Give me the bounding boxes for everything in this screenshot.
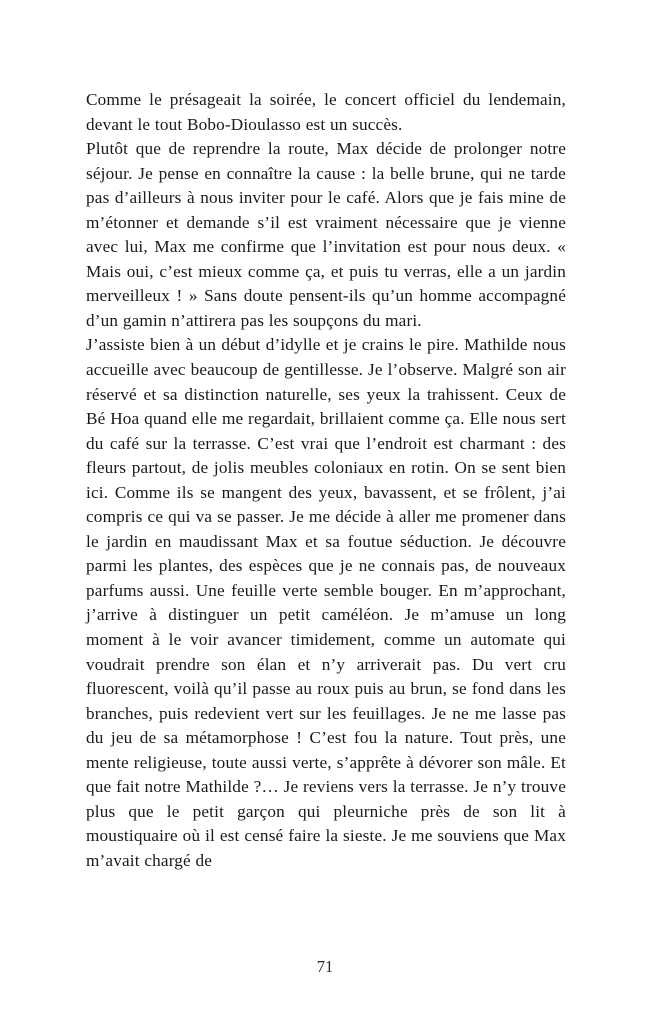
paragraph: J’assiste bien à un début d’idylle et je crains le pire. Mathilde nous accueille avec beaucoup de gentillesse. Je l’observe. Malgré son air réservé et sa distinction naturelle, ses yeux la trahissent. Ceux de Bé Hoa quand elle me regardait, brillaient comme ça. Elle nous sert du café sur la terrasse. C’est vrai que l’endroit est charmant : des fleurs partout, de jolis meubles coloniaux en rotin. On se sent bien ici. Comme ils se mangent des yeux, bavassent, et se frôlent, j’ai compris ce qui va se passer. Je me décide à aller me promener dans le jardin en maudissant Max et sa foutue séduction. Je découvre parmi les plantes, des espèces que je ne connais pas, de nouveaux parfums aussi. Une feuille verte semble bouger. En m’approchant, j’arrive à distinguer un petit caméléon. Je m’amuse un long moment à le voir avancer timidement, comme un automate qui voudrait prendre son élan et n’y arriverait pas. Du vert cru fluorescent, voilà qu’il passe au roux puis au brun, se fond dans les branches, puis redevient vert sur les feuillages. Je ne me lasse pas du jeu de sa métamorphose ! C’est fou la nature. Tout près, une mente religieuse, toute aussi verte, s’apprête à dévorer son mâle. Et que fait notre Mathilde ?… Je reviens vers la terrasse. Je n’y trouve plus que le petit garçon qui pleurniche près de son lit à moustiquaire où il est censé faire la sieste. Je me souviens que Max m’avait chargé de	[86, 335, 566, 870]
paragraph: Plutôt que de reprendre la route, Max décide de prolonger notre séjour. Je pense en connaître la cause : la belle brune, qui ne tarde pas d’ailleurs à nous inviter pour le café. Alors que je fais mine de m’étonner et demande s’il est vraiment nécessaire que je vienne avec lui, Max me confirme que l’invitation est pour nous deux. « Mais oui, c’est mieux comme ça, et puis tu verras, elle a un jardin merveilleux ! » Sans doute pensent-ils qu’un homme accompagné d’un gamin n’attirera pas les soupçons du mari.	[86, 139, 566, 330]
paragraph: Comme le présageait la soirée, le concert officiel du lendemain, devant le tout Bobo-Dioulasso est un succès.	[86, 90, 566, 134]
body-text-block	[86, 88, 566, 874]
page-number: 71	[316, 957, 334, 976]
